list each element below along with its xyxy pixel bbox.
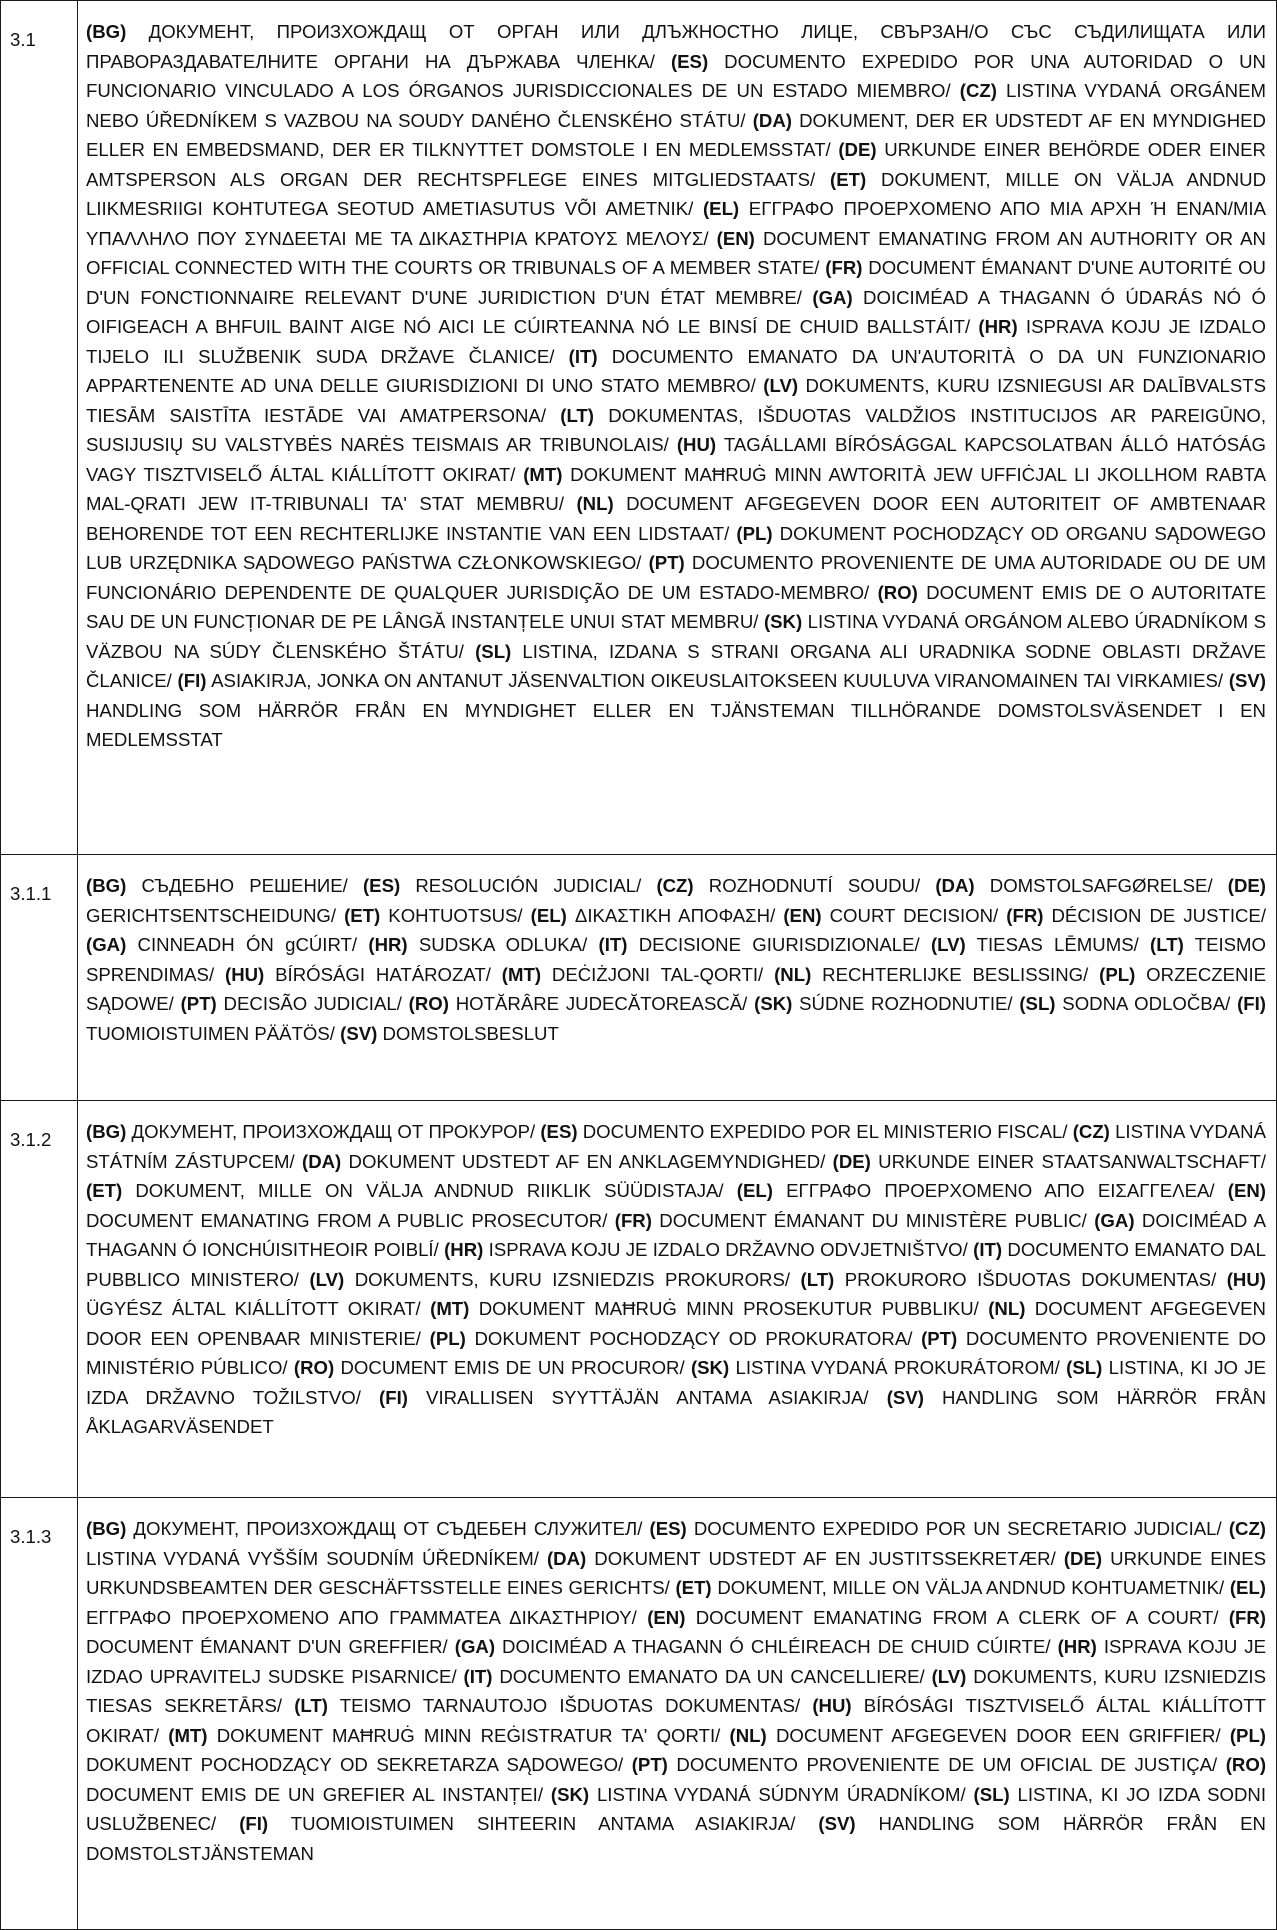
language-code: (LT)	[1150, 934, 1184, 955]
translation-text: DOKUMENTS, KURU IZSNIEGUSI AR DALĪBVALSTS TIESĀM SAISTĪTA IESTĀDE VAI AMATPERSONA/	[86, 375, 1266, 426]
translation-text: DOCUMENTO PROVENIENTE DE UM OFICIAL DE JUSTIÇA/	[667, 1754, 1226, 1775]
language-code: (NL)	[774, 963, 812, 985]
language-code: (SL)	[475, 640, 512, 662]
translation-text: ΔΙΚΑΣΤΙΚΗ ΑΠΟΦΑΣΗ/	[566, 904, 784, 926]
translation-text: DOMSTOLSAFGØRELSE/	[974, 875, 1228, 896]
translation-text: BÍRÓSÁGI HATÁROZAT/	[264, 963, 502, 985]
translation-text: ΕΓΓΡΑΦΟ ΠΡΟΕΡΧΟΜΕΝΟ ΑΠΟ ΕΙΣΑΓΓΕΛΕΑ/	[772, 1180, 1228, 1201]
translation-text: DOCUMENT EMANATING FROM AN AUTHORITY OR AN OFFICIAL CONNECTED WITH THE COURTS OR TRIBUNALS OF A MEMBER STATE/	[86, 227, 1266, 278]
language-code: (ES)	[649, 1518, 687, 1539]
language-code: (GA)	[812, 286, 853, 308]
translation-text: DOCUMENTO EXPEDIDO POR UN SECRETARIO JUDICIAL/	[686, 1518, 1229, 1539]
language-code: (RO)	[877, 581, 918, 603]
language-code: (EL)	[736, 1180, 773, 1201]
translation-text: DOCUMENTO EXPEDIDO POR UNA AUTORIDAD O UN FUNCIONARIO VINCULADO A LOS ÓRGANOS JURISDICCIONALES DE UN ESTADO MIEMBRO/	[86, 50, 1266, 101]
language-code: (ES)	[362, 875, 401, 896]
language-code: (SV)	[1228, 670, 1266, 691]
translation-text: DEĊIŻJONI TAL-QORTI/	[541, 963, 775, 985]
language-code: (IT)	[598, 934, 628, 955]
language-code: (LV)	[309, 1268, 345, 1290]
translation-text: TIESAS LĒMUMS/	[965, 934, 1151, 955]
translation-text: DOKUMENT UDSTEDT AF EN ANKLAGEMYNDIGHED/	[341, 1150, 833, 1172]
translation-text: URKUNDE EINER BEHÖRDE ODER EINER AMTSPERSON ALS ORGAN DER RECHTSPFLEGE EINES MITGLIEDSTAATS/	[86, 139, 1266, 190]
translation-text: DOCUMENT EMIS DE UN PROCUROR/	[334, 1357, 691, 1378]
language-code: (MT)	[501, 963, 542, 985]
translation-text: TAGÁLLAMI BÍRÓSÁGGAL KAPCSOLATBAN ÁLLÓ HATÓSÁG VAGY TISZTVISELŐ ÁLTAL KIÁLLÍTOTT OKIRAT/	[86, 434, 1266, 485]
language-code: (HR)	[368, 934, 408, 955]
translation-text: LISTINA VYDANÁ VYŠŠÍM SOUDNÍM ÚŘEDNÍKEM/	[86, 1547, 547, 1569]
translation-text: DOCUMENTO EMANATO DAL PUBBLICO MINISTERO/	[86, 1239, 1266, 1290]
language-code: (EN)	[647, 1606, 686, 1628]
translation-text: TEISMO SPRENDIMAS/	[86, 934, 1266, 985]
table-row	[1, 855, 1277, 1101]
language-code: (HR)	[444, 1239, 484, 1260]
translation-text: ASIAKIRJA, JONKA ON ANTANUT JÄSENVALTION OIKEUSLAITOKSEEN KUULUVA VIRANOMAINEN TAI VIRKAMIES/	[206, 670, 1229, 691]
language-code: (EL)	[1229, 1577, 1267, 1598]
translation-text: RECHTERLIJKE BESLISSING/	[811, 963, 1100, 985]
translation-text: DOKUMENT, MILLE ON VÄLJA ANDNUD LIIKMESRIIGI KOHTUTEGA SEOTUD AMETIASUTUS VÕI AMETNIK/	[86, 168, 1267, 219]
translation-text: LISTINA VYDANÁ ORGÁNEM NEBO ÚŘEDNÍKEM S VAZBOU NA SOUDY DANÉHO ČLENSKÉHO STÁTU/	[86, 80, 1266, 131]
language-code: (GA)	[1094, 1209, 1135, 1231]
language-code: (ET)	[344, 904, 381, 926]
translation-text: KOHTUOTSUS/	[380, 904, 531, 926]
language-code: (FR)	[614, 1209, 652, 1231]
translation-text: DOKUMENT MAĦRUĠ MINN PROSEKUTUR PUBBLIKU/	[469, 1298, 989, 1319]
translation-text: DOKUMENT MAĦRUĠ MINN REĠISTRATUR TA' QORTI/	[207, 1724, 730, 1746]
language-code: (LT)	[294, 1695, 328, 1716]
language-code: (HR)	[978, 316, 1018, 337]
language-code: (BG)	[86, 21, 127, 42]
translation-text: HOTĂRÂRE JUDECĂTOREASCĂ/	[448, 993, 755, 1014]
translation-text: DOKUMENT, MILLE ON VÄLJA ANDNUD RIIKLIK SÜÜDISTAJA/	[122, 1180, 737, 1201]
translation-text: DOKUMENT MAĦRUĠ MINN AWTORITÀ JEW UFFIĊJAL LI JKOLLHOM RABTA MAL-QRATI JEW IT-TRIBUNALI TA' STAT MEMBRU/	[86, 463, 1266, 514]
translation-text: LISTINA VYDANÁ SÚDNYM ÚRADNÍKOM/	[589, 1783, 974, 1805]
language-code: (DA)	[752, 109, 792, 131]
section-text	[78, 855, 1277, 1101]
language-code: (CZ)	[959, 80, 997, 101]
language-code: (RO)	[293, 1357, 335, 1378]
language-code: (GA)	[454, 1636, 496, 1657]
translation-text: DOCUMENT ÉMANANT DU MINISTÈRE PUBLIC/	[651, 1209, 1095, 1231]
translation-text: ΕΓΓΡΑΦΟ ΠΡΟΕΡΧΟΜΕΝΟ ΑΠΟ ΜΙΑ ΑΡΧΗ Ή ΕΝΑΝ/ΜΙΑ ΥΠΑΛΛΗΛΟ ΠΟΥ ΣΥΝΔΕΕΤΑΙ ΜΕ ΤΑ ΔΙΚΑΣΤΗΡΙΑ ΚΡΑΤΟΥΣ ΜΕΛΟΥΣ/	[86, 198, 1266, 249]
language-code: (PT)	[631, 1754, 668, 1775]
translation-text: DOCUMENTO EMANATO DA UN'AUTORITÀ O DA UN FUNZIONARIO APPARTENENTE AD UNA DELLE GIURISDIZIONI DI UNO STATO MEMBRO/	[86, 345, 1266, 396]
translation-text: HANDLING SOM HÄRRÖR FRÅN EN MYNDIGHET ELLER EN TJÄNSTEMAN TILLHÖRANDE DOMSTOLSVÄSENDET I EN MEDLEMSSTAT	[86, 699, 1266, 750]
language-code: (HU)	[1226, 1268, 1266, 1290]
translation-text: COURT DECISION/	[821, 904, 1007, 926]
language-code: (DA)	[546, 1547, 587, 1569]
language-code: (CZ)	[1072, 1121, 1110, 1142]
language-code: (DA)	[302, 1150, 342, 1172]
language-code: (MT)	[523, 463, 563, 485]
language-code: (LV)	[763, 375, 799, 396]
section-number: 3.1.1	[1, 855, 78, 1101]
translation-text: DOCUMENT EMIS DE UN GREFIER AL INSTANȚEI/	[86, 1783, 551, 1805]
language-code: (IT)	[568, 345, 598, 367]
translation-text: DOCUMENT AFGEGEVEN DOOR EEN GRIFFIER/	[766, 1724, 1230, 1746]
language-code: (HU)	[676, 434, 717, 455]
translation-text: ΕΓΓΡΑΦΟ ΠΡΟΕΡΧΟΜΕΝΟ ΑΠΟ ΓΡΑΜΜΑΤΕΑ ΔΙΚΑΣΤΗΡΙΟΥ/	[86, 1606, 648, 1628]
language-code: (CZ)	[656, 875, 694, 896]
translation-text: DOMSTOLSBESLUT	[377, 1022, 559, 1044]
language-code: (FI)	[379, 1386, 408, 1408]
language-code: (DA)	[935, 875, 975, 896]
table-row	[1, 1101, 1277, 1498]
language-code: (IT)	[463, 1665, 493, 1687]
translation-text: СЪДЕБНО РЕШЕНИЕ/	[126, 875, 363, 896]
translation-text: SODNA ODLOČBA/	[1055, 993, 1238, 1014]
translation-text: VIRALLISEN SYYTTÄJÄN ANTAMA ASIAKIRJA/	[407, 1386, 887, 1408]
translation-text: HANDLING SOM HÄRRÖR FRÅN ÅKLAGARVÄSENDET	[86, 1386, 1267, 1437]
language-code: (PL)	[1229, 1724, 1266, 1746]
language-code: (MT)	[168, 1724, 208, 1746]
language-code: (FI)	[239, 1813, 269, 1834]
language-code: (BG)	[86, 1518, 127, 1539]
language-code: (GA)	[86, 934, 127, 955]
translation-text: DOICIMÉAD A THAGANN Ó CHLÉIREACH DE CHUID CÚIRTE/	[495, 1636, 1058, 1657]
translation-text: DOCUMENT ÉMANANT D'UNE AUTORITÉ OU D'UN FONCTIONNAIRE RELEVANT D'UNE JURIDICTION D'UN ÉTAT MEMBRE/	[86, 257, 1266, 308]
table-row	[1, 1498, 1277, 1930]
translation-text: LISTINA, KI JO JE IZDA DRŽAVNO TOŽILSTVO/	[86, 1357, 1267, 1408]
language-code: (PT)	[648, 552, 685, 573]
translation-text: SÚDNE ROZHODNUTIE/	[792, 993, 1020, 1014]
translation-text: DECISÃO JUDICIAL/	[216, 993, 409, 1014]
language-code: (EL)	[702, 198, 740, 219]
translation-text: ДОКУМЕНТ, ПРОИЗХОЖДАЩ ОТ ОРГАН ИЛИ ДЛЪЖНОСТНО ЛИЦЕ, СВЪРЗАН/О СЪС СЪДИЛИЩАТА ИЛИ ПРАВОРАЗДАВАТЕЛНИТЕ ОРГАНИ НА ДЪРЖАВА ЧЛЕНКА/	[86, 21, 1266, 72]
language-code: (PT)	[180, 993, 217, 1014]
translation-text: DOKUMENTS, KURU IZSNIEDZIS PROKURORS/	[344, 1268, 801, 1290]
language-code: (PL)	[1099, 963, 1136, 985]
language-code: (SL)	[973, 1783, 1010, 1805]
language-code: (SL)	[1019, 993, 1056, 1014]
translation-text: LISTINA VYDANÁ ORGÁNOM ALEBO ÚRADNÍKOM S VÄZBOU NA SÚDY ČLENSKÉHO ŠTÁTU/	[86, 611, 1266, 662]
section-number: 3.1.3	[1, 1498, 78, 1930]
language-code: (EN)	[1227, 1180, 1266, 1201]
section-text	[78, 1498, 1277, 1930]
language-code: (SK)	[763, 611, 803, 632]
section-number: 3.1.2	[1, 1101, 78, 1498]
language-code: (LV)	[930, 934, 966, 955]
language-code: (IT)	[973, 1239, 1003, 1260]
translation-text: DOCUMENTO EXPEDIDO POR EL MINISTERIO FISCAL/	[577, 1121, 1073, 1142]
language-code: (LT)	[560, 404, 594, 426]
language-code: (PT)	[921, 1327, 958, 1349]
language-code: (EN)	[716, 227, 755, 249]
language-code: (DE)	[1063, 1547, 1103, 1569]
language-code: (LT)	[800, 1268, 835, 1290]
translation-text: DOCUMENTO EMANATO DA UN CANCELLIERE/	[492, 1665, 932, 1687]
language-code: (ES)	[540, 1121, 578, 1142]
language-code: (ES)	[670, 50, 709, 72]
translation-text: DOCUMENT EMIS DE O AUTORITATE SAU DE UN FUNCȚIONAR DE PE LÂNGĂ INSTANȚELE UNUI STAT MEMBRU/	[86, 581, 1266, 632]
translation-text: RESOLUCIÓN JUDICIAL/	[400, 875, 657, 896]
translation-text: LISTINA, IZDANA S STRANI ORGANA ALI URADNIKA SODNE OBLASTI DRŽAVE ČLANICE/	[86, 640, 1267, 691]
language-code: (PL)	[429, 1327, 466, 1349]
section-number: 3.1	[1, 1, 78, 855]
language-code: (ET)	[830, 168, 867, 190]
translation-text: TEISMO TARNAUTOJO IŠDUOTAS DOKUMENTAS/	[327, 1695, 813, 1716]
translation-text: DECISIONE GIURISDIZIONALE/	[627, 934, 931, 955]
translation-text: ДОКУМЕНТ, ПРОИЗХОЖДАЩ ОТ ПРОКУРОР/	[126, 1121, 541, 1142]
translation-text: HANDLING SOM HÄRRÖR FRÅN EN DOMSTOLSTJÄNSTEMAN	[86, 1813, 1266, 1864]
translation-text: ISPRAVA KOJU JE IZDALO TIJELO ILI SLUŽBENIK SUDA DRŽAVE ČLANICE/	[86, 316, 1266, 367]
language-code: (ET)	[86, 1180, 123, 1201]
translation-text: URKUNDE EINES URKUNDSBEAMTEN DER GESCHÄFTSSTELLE EINES GERICHTS/	[86, 1547, 1267, 1598]
language-code: (RO)	[408, 993, 449, 1014]
translation-text: DOKUMENT POCHODZĄCY OD ORGANU SĄDOWEGO LUB URZĘDNIKA SĄDOWEGO PAŃSTWA CZŁONKOWSKIEGO/	[86, 522, 1266, 573]
language-code: (SV)	[886, 1386, 924, 1408]
section-text	[78, 1, 1277, 855]
translation-text: DOCUMENTO PROVENIENTE DE UMA AUTORIDADE OU DE UM FUNCIONÁRIO DEPENDENTE DE QUALQUER JURISDIÇÃO DE UM ESTADO-MEMBRO/	[86, 552, 1266, 603]
translation-text: DOCUMENT ÉMANANT D'UN GREFFIER/	[86, 1636, 455, 1657]
language-code: (SK)	[550, 1783, 590, 1805]
translation-text: DOCUMENT EMANATING FROM A CLERK OF A COURT/	[685, 1606, 1229, 1628]
translation-text: CINNEADH ÓN gCÚIRT/	[126, 934, 369, 955]
translation-text: LISTINA VYDANÁ PROKURÁTOROM/	[729, 1357, 1067, 1378]
translation-text: DOCUMENTO PROVENIENTE DO MINISTÉRIO PÚBLICO/	[86, 1327, 1266, 1378]
translation-text: LISTINA VYDANÁ STÁTNÍM ZÁSTUPCEM/	[86, 1121, 1266, 1172]
language-code: (HR)	[1057, 1636, 1097, 1657]
translation-text: DOCUMENT AFGEGEVEN DOOR EEN OPENBAAR MINISTERIE/	[86, 1298, 1266, 1349]
language-code: (DE)	[832, 1150, 871, 1172]
translation-text: ДОКУМЕНТ, ПРОИЗХОЖДАЩ ОТ СЪДЕБЕН СЛУЖИТЕЛ/	[126, 1518, 650, 1539]
language-code: (DE)	[1227, 875, 1266, 896]
translation-text: DOICIMÉAD A THAGANN Ó ÚDARÁS NÓ Ó OIFIGEACH A BHFUIL BAINT AIGE NÓ AICI LE CÚIRTEANNA NÓ LE BINSÍ DE CHUID BALLSTÁIT/	[86, 286, 1267, 337]
translation-text: DOKUMENTS, KURU IZSNIEDZIS TIESAS SEKRETĀRS/	[86, 1665, 1266, 1716]
language-code: (FR)	[825, 257, 863, 278]
language-code: (FR)	[1006, 904, 1044, 926]
language-code: (SL)	[1066, 1357, 1103, 1378]
language-code: (NL)	[576, 493, 614, 514]
translation-text: LISTINA, KI JO IZDA SODNI USLUŽBENEC/	[86, 1783, 1266, 1834]
language-code: (EN)	[783, 904, 822, 926]
translation-text: ISPRAVA KOJU JE IZDALO DRŽAVNO ODVJETNIŠTVO/	[483, 1239, 974, 1260]
translation-text: PROKURORO IŠDUOTAS DOKUMENTAS/	[834, 1268, 1227, 1290]
language-code: (RO)	[1225, 1754, 1267, 1775]
translation-text: DOKUMENTAS, IŠDUOTAS VALDŽIOS INSTITUCIJOS AR PAREIGŪNO, SUSIJUSIŲ SU VALSTYBĖS NARĖS TEISMAIS AR TRIBUNOLAIS/	[86, 404, 1266, 455]
translation-text: DOKUMENT, DER ER UDSTEDT AF EN MYNDIGHED ELLER EN EMBEDSMAND, DER ER TILKNYTTET DOMSTOLE I EN MEDLEMSSTAT/	[86, 109, 1266, 160]
language-code: (CZ)	[1228, 1518, 1266, 1539]
language-code: (SK)	[690, 1357, 730, 1378]
language-code: (FR)	[1228, 1606, 1266, 1628]
translation-text: DÉCISION DE JUSTICE/	[1043, 904, 1267, 926]
language-code: (PL)	[736, 522, 773, 544]
translation-text: GERICHTSENTSCHEIDUNG/	[86, 904, 345, 926]
translation-text: DOCUMENT AFGEGEVEN DOOR EEN AUTORITEIT OF AMBTENAAR BEHORENDE TOT EEN RECHTERLIJKE INSTANTIE VAN EEN LIDSTAAT/	[86, 493, 1266, 544]
translation-text: SUDSKA ODLUKA/	[407, 934, 599, 955]
language-code: (MT)	[430, 1298, 470, 1319]
translation-text: TUOMIOISTUIMEN PÄÄTÖS/	[86, 1022, 341, 1044]
table-row	[1, 1, 1277, 855]
language-code: (DE)	[838, 139, 877, 160]
translation-text: ROZHODNUTÍ SOUDU/	[693, 875, 936, 896]
translation-text: DOKUMENT, MILLE ON VÄLJA ANDNUD KOHTUAMETNIK/	[711, 1577, 1230, 1598]
translation-text: DOKUMENT UDSTEDT AF EN JUSTITSSEKRETÆR/	[586, 1547, 1064, 1569]
language-code: (NL)	[988, 1298, 1026, 1319]
translation-text: DOKUMENT POCHODZĄCY OD SEKRETARZA SĄDOWEGO/	[86, 1754, 632, 1775]
language-code: (BG)	[86, 1121, 127, 1142]
language-code: (EL)	[530, 904, 567, 926]
language-code: (BG)	[86, 875, 127, 896]
language-code: (SK)	[754, 993, 793, 1014]
language-code: (FI)	[1237, 993, 1266, 1014]
translation-text: DOICIMÉAD A THAGANN Ó IONCHÚISITHEOIR POIBLÍ/	[86, 1209, 1266, 1260]
section-text	[78, 1101, 1277, 1498]
translation-text: ORZECZENIE SĄDOWE/	[86, 963, 1267, 1014]
translation-text: DOKUMENT POCHODZĄCY OD PROKURATORA/	[465, 1327, 922, 1349]
language-code: (HU)	[225, 963, 265, 985]
translation-text: ÜGYÉSZ ÁLTAL KIÁLLÍTOTT OKIRAT/	[86, 1298, 431, 1319]
language-code: (NL)	[729, 1724, 767, 1746]
language-code: (LV)	[931, 1665, 967, 1687]
language-code: (ET)	[675, 1577, 712, 1598]
language-code: (SV)	[340, 1022, 378, 1044]
language-code: (SV)	[818, 1813, 856, 1834]
language-code: (FI)	[177, 670, 207, 691]
language-code: (HU)	[812, 1695, 852, 1716]
translation-text: ISPRAVA KOJU JE IZDAO UPRAVITELJ SUDSKE PISARNICE/	[86, 1636, 1266, 1687]
translation-text: TUOMIOISTUIMEN SIHTEERIN ANTAMA ASIAKIRJA/	[268, 1813, 819, 1834]
translation-text: BÍRÓSÁGI TISZTVISELŐ ÁLTAL KIÁLLÍTOTT OKIRAT/	[86, 1695, 1266, 1746]
translation-text: DOCUMENT EMANATING FROM A PUBLIC PROSECUTOR/	[86, 1209, 615, 1231]
translation-text: URKUNDE EINER STAATSANWALTSCHAFT/	[870, 1150, 1266, 1172]
